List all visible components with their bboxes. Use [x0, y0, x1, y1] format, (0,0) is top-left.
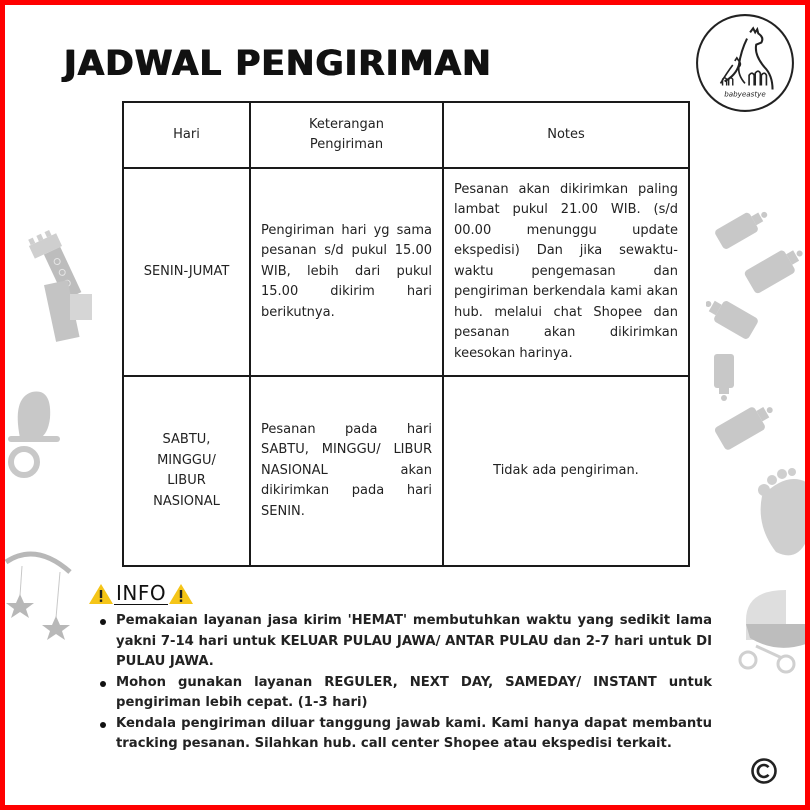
- copyright-icon: [750, 757, 778, 785]
- toy-blocks-icon: [28, 222, 112, 342]
- warning-icon: [88, 583, 114, 605]
- header-keterangan: Keterangan Pengiriman: [250, 102, 443, 168]
- baby-foot-icon: [752, 466, 806, 558]
- stroller-icon: [736, 580, 806, 676]
- table-row: [123, 168, 689, 376]
- info-list: [98, 611, 712, 755]
- row-day: SABTU, MINGGU/ LIBUR NASIONAL: [123, 376, 250, 566]
- page-title: JADWAL PENGIRIMAN: [64, 44, 492, 84]
- row-day: SENIN-JUMAT: [123, 168, 250, 376]
- schedule-table: [122, 101, 690, 567]
- baby-mobile-icon: [2, 540, 72, 650]
- row-description: Pengiriman hari yg sama pesanan s/d pukul 15.00 WIB, lebih dari pukul 15.00 dikirim hari berikutnya.: [250, 168, 443, 376]
- baby-bottles-icon: [706, 200, 810, 460]
- info-item: Kendala pengiriman diluar tanggung jawab kami. Kami hanya dapat membantu tracking pesanan. Silahkan hub. call center Shopee atau ekspedisi terkait.: [98, 714, 712, 755]
- header-notes: Notes: [443, 102, 689, 168]
- header-hari: Hari: [123, 102, 250, 168]
- info-title: INFO: [116, 581, 167, 605]
- info-heading: [88, 582, 194, 605]
- table-row: [123, 376, 689, 566]
- giraffe-logo-icon: [694, 12, 796, 114]
- row-notes: Pesanan akan dikirimkan paling lambat pukul 21.00 WIB. (s/d 00.00 menunggu update ekspedisi) Dan jika sewaktu-waktu pengemasan dan pengiriman berkendala kami akan hub. melalui chat Shopee dan pesanan akan dikirimkan keesokan harinya.: [443, 168, 689, 376]
- row-notes: Tidak ada pengiriman.: [443, 376, 689, 566]
- info-item: Pemakaian layanan jasa kirim 'HEMAT' membutuhkan waktu yang sedikit lama yakni 7-14 hari untuk KELUAR PULAU JAWA/ ANTAR PULAU dan 2-7 hari untuk DI PULAU JAWA.: [98, 611, 712, 673]
- pacifier-icon: [8, 384, 60, 484]
- warning-icon: [168, 583, 194, 605]
- info-item: Mohon gunakan layanan REGULER, NEXT DAY, SAMEDAY/ INSTANT untuk pengiriman lebih cepat. (1-3 hari): [98, 673, 712, 714]
- logo-brand-text: babyeastye: [724, 89, 766, 99]
- row-description: Pesanan pada hari SABTU, MINGGU/ LIBUR NASIONAL akan dikirimkan pada hari SENIN.: [250, 376, 443, 566]
- table-header-row: [123, 102, 689, 168]
